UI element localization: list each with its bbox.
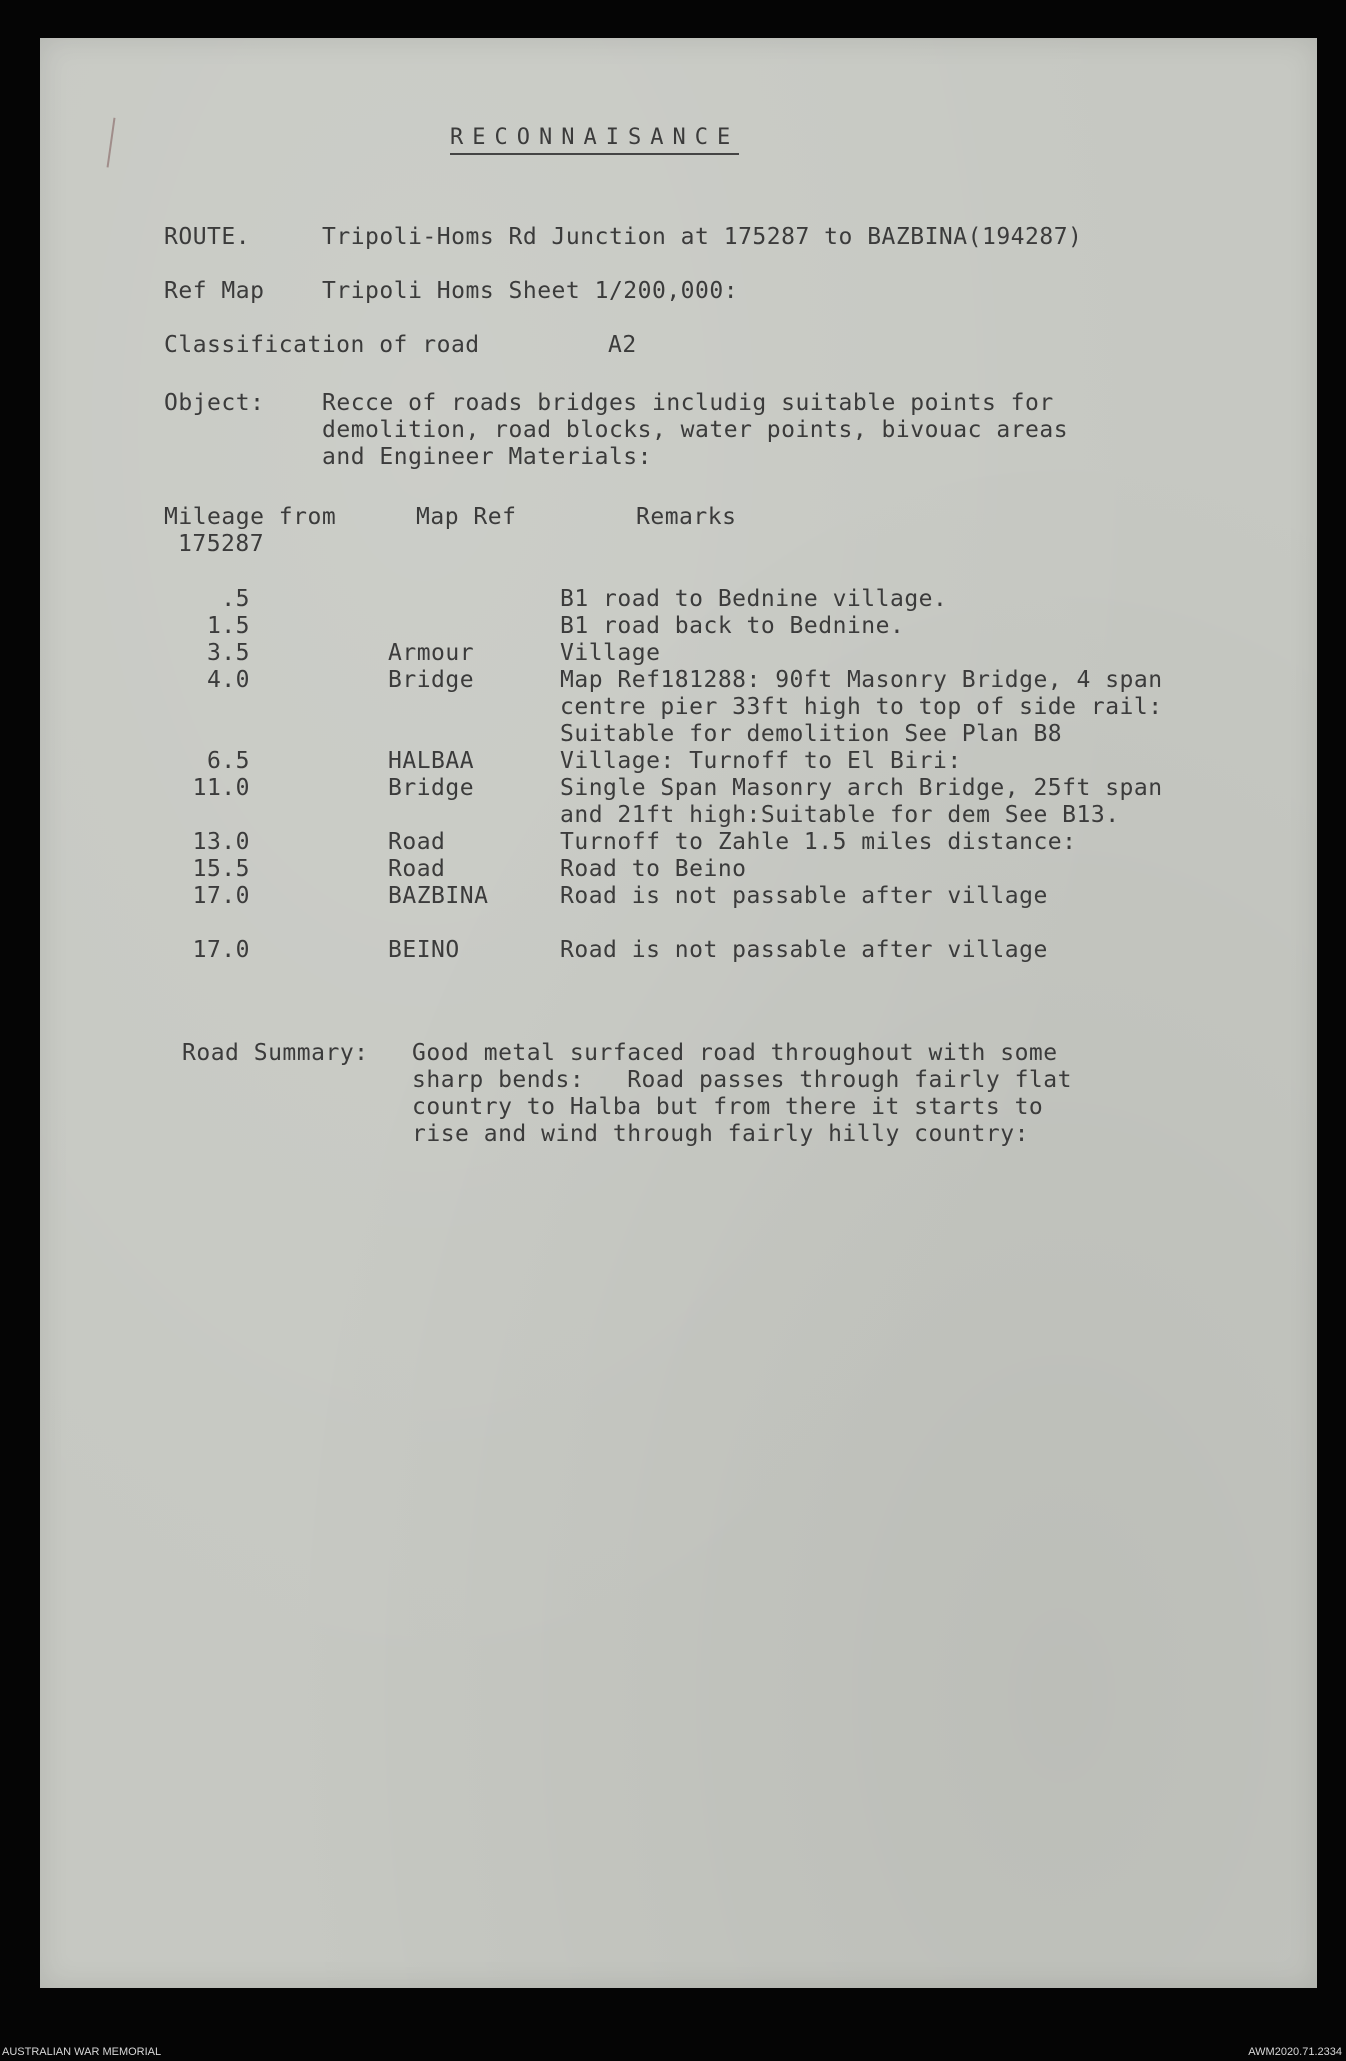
row-mileage: 17.0 (192, 937, 250, 963)
row-map-ref: BAZBINA (388, 883, 489, 909)
row-remarks: Road is not passable after village (560, 937, 1048, 963)
document-page (40, 38, 1317, 1988)
footer-left: AUSTRALIAN WAR MEMORIAL (2, 2046, 162, 2058)
row-remarks: Road is not passable after village (560, 883, 1048, 909)
row-mileage: 13.0 (192, 829, 250, 855)
classification-value: A2 (608, 332, 637, 358)
row-mileage: 17.0 (192, 883, 250, 909)
row-remarks: Suitable for demolition See Plan B8 (560, 721, 1063, 747)
row-remarks: B1 road to Bednine village. (560, 586, 948, 612)
ref-map-value: Tripoli Homs Sheet 1/200,000: (322, 278, 739, 304)
summary-label: Road Summary: (182, 1040, 369, 1066)
row-remarks: Map Ref181288: 90ft Masonry Bridge, 4 span (560, 667, 1163, 693)
row-remarks: Road to Beino (560, 856, 747, 882)
row-mileage: 11.0 (192, 775, 250, 801)
object-label: Object: (164, 390, 265, 416)
route-value: Tripoli-Homs Rd Junction at 175287 to BAZBINA(194287) (322, 224, 1083, 250)
ref-map-label: Ref Map (164, 278, 265, 304)
row-map-ref: BEINO (388, 937, 460, 963)
header-remarks: Remarks (636, 504, 737, 530)
row-remarks: and 21ft high:Suitable for dem See B13. (560, 802, 1120, 828)
summary-line: Good metal surfaced road throughout with some (412, 1040, 1058, 1066)
row-mileage: 4.0 (206, 667, 250, 693)
row-remarks: B1 road back to Bednine. (560, 613, 905, 639)
object-line: Recce of roads bridges includig suitable points for (322, 390, 1054, 416)
row-map-ref: Bridge (388, 667, 475, 693)
route-label: ROUTE. (164, 224, 251, 250)
summary-line: sharp bends: Road passes through fairly flat (412, 1067, 1072, 1093)
header-mileage: Mileage from (164, 504, 337, 530)
footer-right: AWM2020.71.2334 (1248, 2046, 1342, 2058)
document-title: RECONNAISANCE (450, 124, 739, 155)
row-mileage: 3.5 (206, 640, 250, 666)
row-map-ref: HALBAA (388, 748, 475, 774)
row-remarks: Village: Turnoff to El Biri: (560, 748, 962, 774)
row-mileage: 6.5 (206, 748, 250, 774)
object-line: and Engineer Materials: (322, 444, 652, 470)
row-map-ref: Road (388, 856, 446, 882)
row-remarks: Single Span Masonry arch Bridge, 25ft span (560, 775, 1163, 801)
header-map-ref: Map Ref (416, 504, 517, 530)
row-mileage: 1.5 (206, 613, 250, 639)
row-mileage: 15.5 (192, 856, 250, 882)
pen-mark (107, 118, 122, 169)
row-remarks: Turnoff to Zahle 1.5 miles distance: (560, 829, 1077, 855)
summary-line: rise and wind through fairly hilly country: (412, 1121, 1029, 1147)
row-map-ref: Armour (388, 640, 475, 666)
classification-label: Classification of road (164, 332, 480, 358)
header-mileage-sub: 175287 (178, 531, 265, 557)
summary-line: country to Halba but from there it starts to (412, 1094, 1044, 1120)
row-mileage: .5 (221, 586, 250, 612)
row-remarks: Village (560, 640, 661, 666)
row-map-ref: Road (388, 829, 446, 855)
row-map-ref: Bridge (388, 775, 475, 801)
row-remarks: centre pier 33ft high to top of side rail: (560, 694, 1163, 720)
object-line: demolition, road blocks, water points, bivouac areas (322, 417, 1069, 443)
